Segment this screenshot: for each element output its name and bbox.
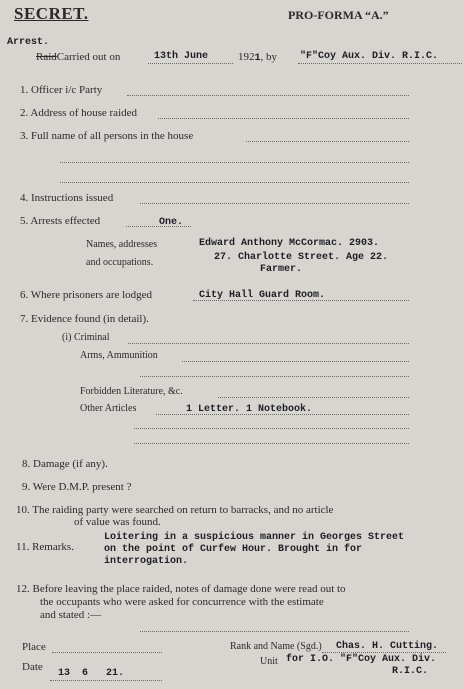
place-line: [52, 652, 162, 653]
q7-criminal-line: [128, 343, 409, 344]
signed-name: Chas. H. Cutting.: [336, 641, 439, 652]
date-dotted-line: [148, 63, 233, 64]
rank-name-line: [322, 652, 446, 653]
q12-line: [140, 631, 409, 632]
q2-line: [158, 118, 409, 119]
q11-remark-2: on the point of Curfew Hour. Brought in for: [104, 544, 363, 555]
q7-arms-line: [182, 361, 409, 362]
q12-label: 12. Before leaving the place raided, notes of damage done were read out to: [16, 583, 346, 595]
q12-label-3: and stated :—: [40, 609, 102, 621]
q5-value: One.: [159, 217, 184, 228]
unit-value-2: R.I.C.: [392, 666, 429, 677]
q11-remark-3: interrogation.: [104, 556, 189, 567]
raid-date: 13th June: [154, 51, 209, 62]
unit-value: for I.O. "F"Coy Aux. Div.: [286, 654, 437, 665]
date-line: [50, 680, 162, 681]
q7-other-label: Other Articles: [80, 403, 137, 414]
q4-line: [140, 203, 409, 204]
raid-unit: "F"Coy Aux. Div. R.I.C.: [300, 51, 439, 62]
q3-label: 3. Full name of all persons in the house: [20, 130, 194, 142]
prisoner-address: 27. Charlotte Street. Age 22.: [214, 252, 389, 263]
raid-struck: Raid: [36, 51, 57, 63]
unit-dotted-line: [298, 63, 462, 64]
unit-label: Unit: [260, 656, 278, 667]
q5-label: 5. Arrests effected: [20, 215, 101, 227]
date-label: Date: [22, 661, 43, 673]
prisoner-occupation: Farmer.: [260, 264, 303, 275]
q8-label: 8. Damage (if any).: [22, 458, 108, 470]
proforma-title: PRO-FORMA “A.”: [288, 8, 389, 22]
secret-heading: SECRET.: [14, 4, 89, 23]
q7-literature-label: Forbidden Literature, &c.: [80, 386, 183, 397]
q6-value: City Hall Guard Room.: [199, 290, 326, 301]
q10-label-2: of value was found.: [74, 516, 161, 528]
raid-line: [36, 51, 120, 63]
rank-name-label: Rank and Name (Sgd.): [230, 641, 322, 652]
q7-literature-line: [218, 397, 409, 398]
names-label-2: and occupations.: [86, 257, 154, 268]
q7-arms-line-2: [140, 376, 409, 377]
year-label: 1921, by: [238, 51, 278, 64]
q11-remark-1: Loitering in a suspicious manner in Georges Street: [104, 532, 405, 543]
q6-label: 6. Where prisoners are lodged: [20, 289, 153, 301]
q3-line-1: [246, 141, 409, 142]
q12-label-2: the occupants who were asked for concurrence with the estimate: [40, 596, 324, 608]
q10-label: 10. The raiding party were searched on return to barracks, and no article: [16, 504, 334, 516]
carried-out-label: Carried out on: [56, 51, 121, 63]
date-value: 13 6 21.: [58, 668, 125, 679]
q3-line-2: [60, 162, 409, 163]
q7-other-value: 1 Letter. 1 Notebook.: [186, 404, 313, 415]
q7-label: 7. Evidence found (in detail).: [20, 313, 149, 325]
q7-other-line-3: [134, 443, 409, 444]
q1-label: 1. Officer i/c Party: [20, 84, 103, 96]
q7-criminal-label: (i) Criminal: [62, 332, 110, 343]
q7-arms-label: Arms, Ammunition: [80, 350, 158, 361]
arrest-annotation: Arrest.: [7, 37, 50, 48]
q3-line-3: [60, 182, 409, 183]
q2-label: 2. Address of house raided: [20, 107, 138, 119]
q4-label: 4. Instructions issued: [20, 192, 114, 204]
prisoner-name: Edward Anthony McCormac. 2903.: [199, 238, 380, 249]
q9-label: 9. Were D.M.P. present ?: [22, 481, 132, 493]
place-label: Place: [22, 641, 46, 653]
q7-other-line-2: [134, 428, 409, 429]
q1-line: [127, 95, 409, 96]
q11-label: 11. Remarks.: [16, 541, 74, 553]
names-label-1: Names, addresses: [86, 239, 158, 250]
